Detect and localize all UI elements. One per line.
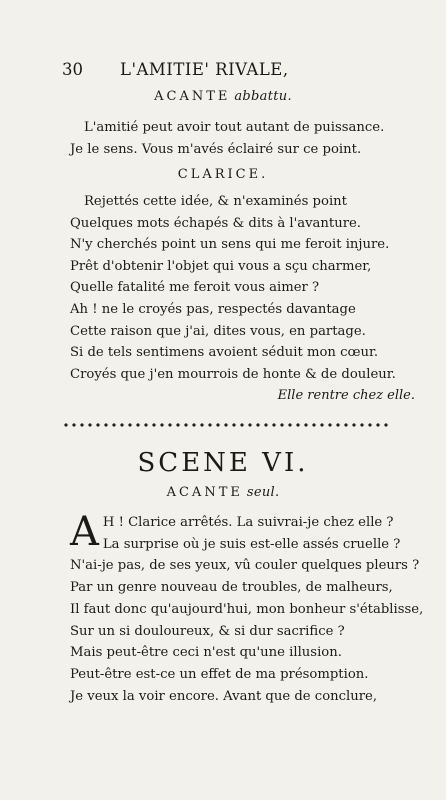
verse-line: Je le sens. Vous m'avés éclairé sur ce point. [70, 141, 362, 157]
verse-line: Je veux la voir encore. Avant que de conclure, [70, 688, 378, 704]
page-number: 30 [62, 60, 83, 79]
verse-line: Quelques mots échapés & dits à l'avanture. [70, 215, 361, 231]
verse-line: Prêt d'obtenir l'objet qui vous a sçu charmer, [70, 258, 372, 274]
verse-line: N'y cherchés point un sens qui me feroit injure. [70, 237, 390, 253]
verse-line: Si de tels sentimens avoient séduit mon cœur. [70, 345, 379, 361]
speaker-name: ACANTE [166, 485, 243, 500]
running-header [62, 60, 422, 79]
verse-line: Quelle fatalité me feroit vous aimer ? [70, 280, 320, 296]
speaker-name: CLARICE. [177, 167, 269, 182]
verse-line: L'amitié peut avoir tout autant de puissance. [84, 120, 385, 135]
verse-line: Croyés que j'en mourrois de honte & de douleur. [70, 366, 396, 382]
acante-speech [70, 117, 430, 160]
running-title: L'AMITIE' RIVALE, [120, 60, 289, 79]
verse-line-text: H ! Clarice arrêtés. La suivrai-je chez elle ? [102, 515, 394, 530]
verse-line: Il faut donc qu'aujourd'hui, mon bonheur s'établisse, [70, 601, 424, 617]
speaker-name: ACANTE [154, 89, 231, 104]
verse-line: Cette raison que j'ai, dites vous, en partage. [70, 323, 366, 339]
verse-line: Mais peut-être ceci n'est qu'une illusion. [70, 645, 342, 661]
verse-line: Sur un si douloureux, & si dur sacrifice ? [70, 623, 345, 639]
verse-line: Par un genre nouveau de troubles, de malheurs, [70, 580, 393, 596]
ornamental-divider [62, 422, 392, 428]
speaker-heading-clarice [0, 167, 446, 182]
verse-line: Peut-être est-ce un effet de ma présomption. [70, 666, 369, 682]
drop-cap: A [70, 509, 99, 555]
stage-direction: Elle rentre chez elle. [277, 388, 415, 403]
verse-line: Ah ! ne le croyés pas, respectés davantage [70, 301, 356, 317]
speaker-heading-acante [0, 89, 446, 104]
speaker-direction: seul. [246, 485, 280, 500]
verse-line: Rejettés cette idée, & n'examinés point [84, 194, 347, 209]
verse-line: N'ai-je pas, de ses yeux, vû couler quelques pleurs ? [70, 558, 420, 574]
scene-title: SCENE VI. [137, 448, 309, 478]
verse-line: La surprise où je suis est-elle assés cruelle ? [102, 536, 401, 552]
speaker-heading-acante-seul [0, 485, 446, 500]
clarice-speech [70, 191, 430, 385]
speaker-direction: abbattu. [234, 89, 292, 104]
acante-monologue [70, 509, 430, 707]
